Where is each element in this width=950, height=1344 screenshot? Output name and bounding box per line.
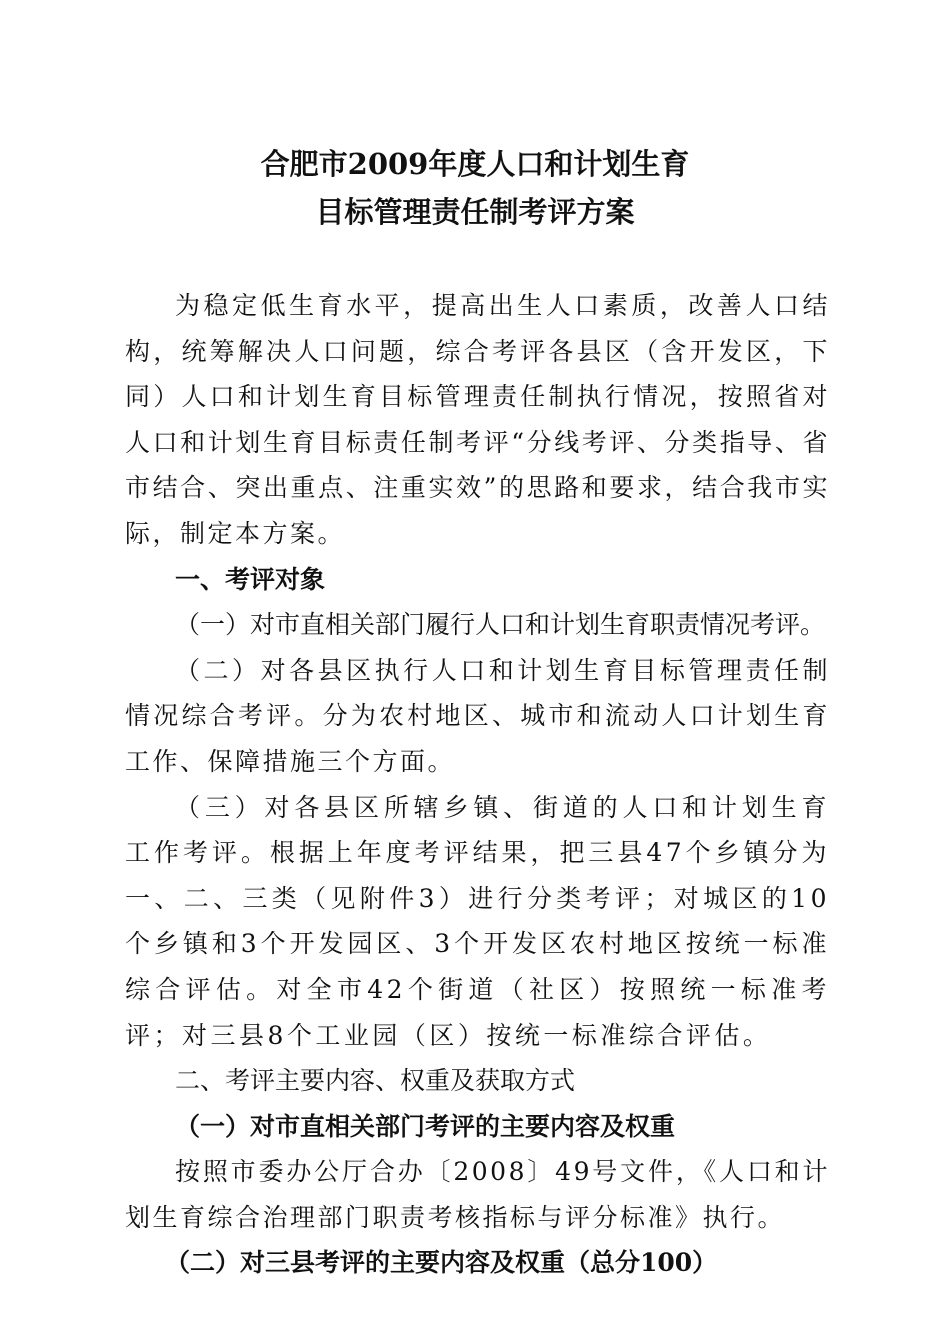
document-body bbox=[125, 283, 830, 1286]
section2-sub1-heading: （一）对市直相关部门考评的主要内容及权重 bbox=[175, 1111, 676, 1141]
section1-item3: （三）对各县区所辖乡镇、街道的人口和计划生育工作考评。根据上年度考评结果，把三县47个乡镇分为一、二、三类（见附件3）进行分类考评；对城区的10个乡镇和3个开发园区、3个开发区农村地区按统一标准综合评估。对全市42个街道（社区）按照统一标准考评；对三县8个工业园（区）按统一标准综合评估。 bbox=[125, 792, 830, 1050]
section2-heading: 二、考评主要内容、权重及获取方式 bbox=[175, 1066, 576, 1096]
section2-sub1-text: 按照市委办公厅合办〔2008〕49号文件，《人口和计划生育综合治理部门职责考核指标与评分标准》执行。 bbox=[125, 1157, 830, 1232]
document-title-line2: 目标管理责任制考评方案 bbox=[315, 195, 635, 229]
intro-paragraph: 为稳定低生育水平，提高出生人口素质，改善人口结构，统筹解决人口问题，综合考评各县区（含开发区，下同）人口和计划生育目标管理责任制执行情况，按照省对人口和计划生育目标责任制考评“分线考评、分类指导、省市结合、突出重点、注重实效”的思路和要求，结合我市实际，制定本方案。 bbox=[125, 291, 830, 548]
section1-item2: （二）对各县区执行人口和计划生育目标管理责任制情况综合考评。分为农村地区、城市和流动人口计划生育工作、保障措施三个方面。 bbox=[125, 655, 830, 776]
section1-item1: （一）对市直相关部门履行人口和计划生育职责情况考评。 bbox=[175, 610, 826, 640]
section2-sub2-heading: （二）对三县考评的主要内容及权重（总分100） bbox=[165, 1248, 718, 1278]
section1-heading: 一、考评对象 bbox=[175, 564, 326, 594]
document-title-line1: 合肥市2009年度人口和计划生育 bbox=[260, 147, 690, 181]
